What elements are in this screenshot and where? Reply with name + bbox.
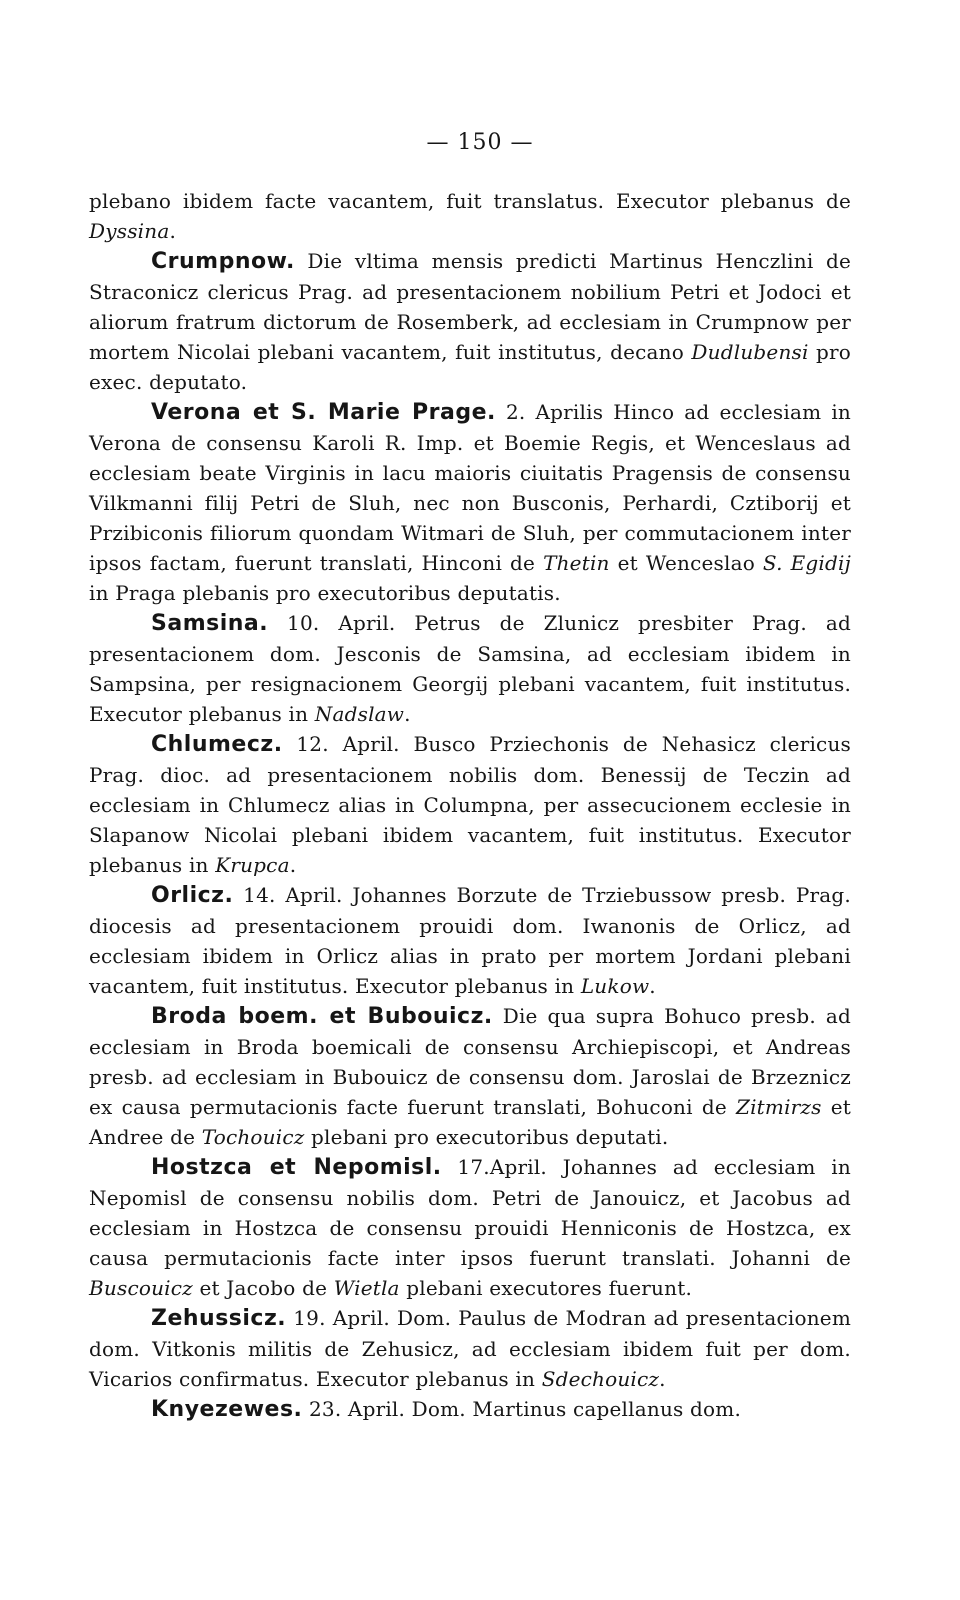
entry-heading: Hostzca et Nepomisl. (151, 1155, 442, 1180)
text-run: plebani executores fuerunt. (399, 1276, 693, 1300)
entry-broda (89, 1001, 851, 1152)
body-text (89, 186, 851, 1425)
italic-name: Zitmirzs (735, 1095, 822, 1119)
text-run: 2. Aprilis Hinco ad ecclesiam in Verona de consensu Karoli R. Imp. et Boemie Regis, et Wenceslaus ad ecclesiam beate Virginis in lacu maioris ciuitatis Pragensis de consensu Vilkmanni filij Petri de Sluh, nec non Busconis, Perhardi, Cztiborij et Przibiconis filiorum quondam Witmari de Sluh, per commutacionem inter ipsos factam, fuerunt translati, Hinconi de (89, 400, 851, 575)
entry-heading: Zehussicz. (151, 1306, 287, 1331)
italic-name: Sdechouicz (541, 1367, 660, 1391)
text-run: et Jacobo de (192, 1276, 334, 1300)
paragraph-continuation (89, 186, 851, 246)
entry-heading: Knyezewes. (151, 1397, 303, 1422)
text-run: et Andree de (89, 1095, 851, 1149)
text-run: . (289, 853, 297, 877)
entry-orlicz (89, 880, 851, 1001)
text-run: 23. April. Dom. Martinus capellanus dom. (302, 1397, 742, 1421)
italic-name: Buscouicz (89, 1276, 193, 1300)
text-run: plebano ibidem facte vacantem, fuit translatus. Executor plebanus de (89, 189, 851, 213)
text-run: 19. April. Dom. Paulus de Modran ad presentacionem dom. Vitkonis militis de Zehusicz, ad ecclesiam ibidem fuit per dom. Vicarios confirmatus. Executor plebanus in (89, 1306, 851, 1391)
entry-heading: Chlumecz. (151, 732, 283, 757)
text-run: et Wenceslao (609, 551, 763, 575)
italic-name: Thetin (543, 551, 610, 575)
text-run: 14. April. Johannes Borzute de Trziebussow presb. Prag. diocesis ad presentacionem prouidi dom. Iwanonis de Orlicz, ad ecclesiam ibidem in Orlicz alias in prato per mortem Jordani plebani vacantem, fuit institutus. Executor plebanus in (89, 883, 851, 998)
entry-verona (89, 397, 851, 608)
entry-heading: Orlicz. (151, 883, 234, 908)
text-run: 17.April. Johannes ad ecclesiam in Nepomisl de consensu nobilis dom. Petri de Janouicz, et Jacobus ad ecclesiam in Hostzca de consensu prouidi Henniconis de Hostzca, ex causa permutacionis facte inter ipsos fuerunt translati. Johanni de (89, 1155, 851, 1270)
text-run: in Praga plebanis pro executoribus deputatis. (89, 581, 561, 605)
italic-name: Wietla (333, 1276, 400, 1300)
entry-heading: Verona et S. Marie Prage. (151, 400, 496, 425)
entry-samsina (89, 608, 851, 729)
italic-name: Tochouicz (201, 1125, 305, 1149)
italic-name: Lukow (580, 974, 650, 998)
text-run: Die vltima mensis predicti Martinus Henczlini de Straconicz clericus Prag. ad presentacionem nobilium Petri et Jodoci et aliorum fratrum dictorum de Rosemberk, ad ecclesiam in Crumpnow per mortem Nicolai plebani vacantem, fuit institutus, decano (89, 249, 851, 364)
italic-name: S. Egidij (762, 551, 851, 575)
entry-crumpnow (89, 246, 851, 397)
text-run: Die qua supra Bohuco presb. ad ecclesiam in Broda boemicali de consensu Archiepiscopi, et Andreas presb. ad ecclesiam in Bubouicz de consensu dom. Jaroslai de Brzeznicz ex causa permutacionis facte fuerunt translati, Bohuconi de (89, 1004, 851, 1119)
page-number: — 150 — (426, 130, 534, 155)
text-run: pro exec. deputato. (89, 340, 852, 394)
italic-name: Dudlubensi (691, 340, 809, 364)
entry-heading: Samsina. (151, 611, 269, 636)
entry-chlumecz (89, 729, 851, 880)
text-run: plebani pro executoribus deputati. (304, 1125, 669, 1149)
text-run: . (659, 1367, 666, 1391)
text-run: . (649, 974, 656, 998)
text-run: . (404, 702, 411, 726)
entry-heading: Crumpnow. (151, 249, 295, 274)
entry-hostzca (89, 1152, 851, 1303)
entry-heading: Broda boem. et Bubouicz. (151, 1004, 493, 1029)
text-run: . (169, 219, 177, 243)
entry-zehussicz (89, 1303, 851, 1394)
text-run: 12. April. Busco Prziechonis de Nehasicz clericus Prag. dioc. ad presentacionem nobilis dom. Benessij de Teczin ad ecclesiam in Chlumecz alias in Columpna, per assecucionem ecclesie in Slapanow Nicolai plebani ibidem vacantem, fuit institutus. Executor plebanus in (89, 732, 851, 877)
italic-name: Krupca (215, 853, 290, 877)
text-run: 10. April. Petrus de Zlunicz presbiter Prag. ad presentacionem dom. Jesconis de Samsina, ad ecclesiam ibidem in Sampsina, per resignacionem Georgij plebani vacantem, fuit institutus. Executor plebanus in (89, 611, 851, 726)
italic-name: Nadslaw (314, 702, 405, 726)
entry-knyezewes (89, 1394, 851, 1425)
italic-name: Dyssina (89, 219, 170, 243)
